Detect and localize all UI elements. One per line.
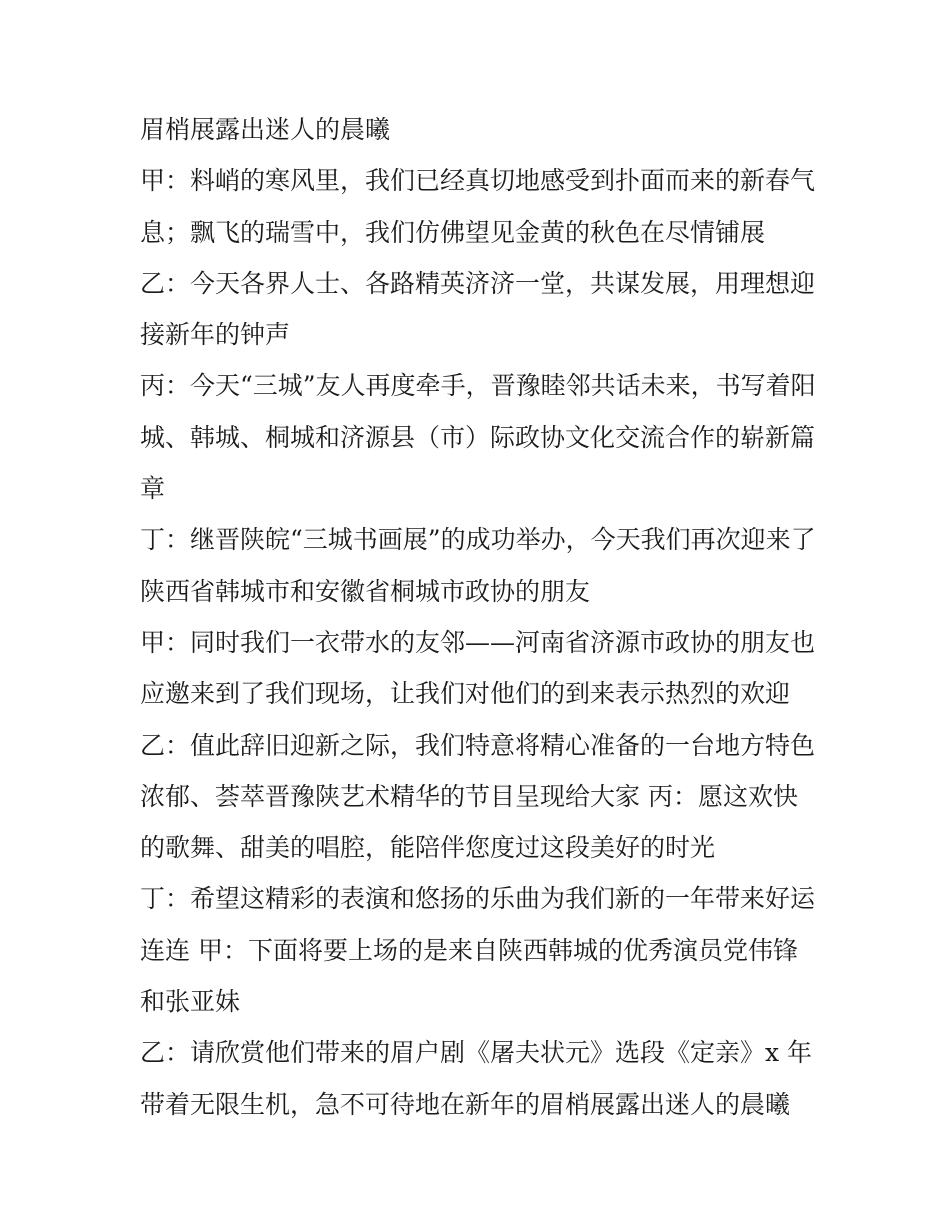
text-line: 陕西省韩城市和安徽省桐城市政协的朋友 xyxy=(140,576,591,606)
text-line: 浓郁、荟萃晋豫陕艺术精华的节目呈现给大家 丙：愿这欢快 xyxy=(140,781,798,811)
document-body xyxy=(140,104,820,1130)
text-line: 甲：料峭的寒风里，我们已经真切地感受到扑面而来的新春气 xyxy=(140,166,816,196)
text-line: 眉梢展露出迷人的晨曦 xyxy=(140,115,391,144)
text-line: 连连 甲：下面将要上场的是来自陕西韩城的优秀演员党伟锋 xyxy=(140,935,798,965)
text-line: 息；飘飞的瑞雪中，我们仿佛望见金黄的秋色在尽情铺展 xyxy=(140,217,766,247)
text-line: 的歌舞、甜美的唱腔，能陪伴您度过这段美好的时光 xyxy=(140,833,716,863)
text-line: 应邀来到了我们现场，让我们对他们的到来表示热烈的欢迎 xyxy=(140,679,791,709)
text-line: 甲：同时我们一衣带水的友邻——河南省济源市政协的朋友也 xyxy=(140,627,816,657)
text-line: 乙：请欣赏他们带来的眉户剧《屠夫状元》选段《定亲》x 年 xyxy=(140,1038,813,1068)
text-line: 丙：今天“三城”友人再度牵手，晋豫睦邻共话未来，书写着阳 xyxy=(140,371,816,401)
text-line: 接新年的钟声 xyxy=(140,320,291,350)
text-line: 乙：今天各界人士、各路精英济济一堂，共谋发展，用理想迎 xyxy=(140,268,816,298)
text-line: 带着无限生机，急不可待地在新年的眉梢展露出迷人的晨曦 xyxy=(140,1089,791,1119)
text-line: 乙：值此辞旧迎新之际，我们特意将精心准备的一台地方特色 xyxy=(140,730,816,760)
text-line: 城、韩城、桐城和济源县（市）际政协文化交流合作的崭新篇 xyxy=(140,422,816,452)
text-line: 和张亚妹 xyxy=(140,987,241,1017)
text-line: 丁：希望这精彩的表演和悠扬的乐曲为我们新的一年带来好运 xyxy=(140,884,816,914)
text-line: 章 xyxy=(140,474,166,504)
text-line: 丁：继晋陕皖“三城书画展”的成功举办，今天我们再次迎来了 xyxy=(140,525,816,555)
